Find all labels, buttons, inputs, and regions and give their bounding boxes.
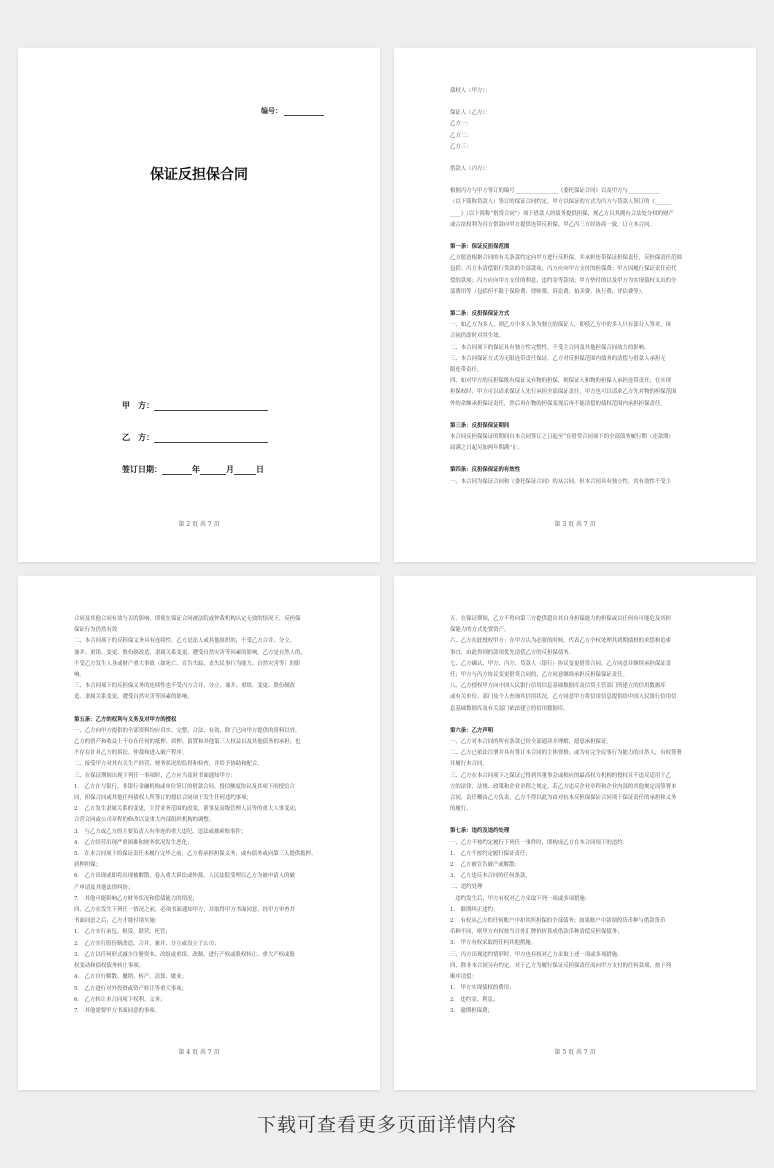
text-line: 同，担保合同或其他任何债权人所签订的授信合同项下发生任何违约事项；: [74, 795, 252, 802]
text-line: 二、本合同项下的保证具有独立性完整性，不受主合同及其他担保合同效力的影响。: [450, 344, 650, 351]
sign-date-label: 签订日期：: [122, 464, 162, 474]
page-4-text: [74, 614, 336, 1017]
text-line: 4. 乙方经营出现严重困难和财务状况发生恶化；: [74, 839, 193, 846]
text-line: 届满之日起另加两年期满”止。: [450, 445, 523, 452]
text-line: 包括：丙方未清偿银行贷款的全部款项；丙方应向甲方支付的担保费；甲方因履行保证责任而代: [450, 266, 677, 273]
year-blank: [162, 465, 192, 475]
text-line: 二、接受甲方对其有关生产经营、财务状况的监督和检查，并给予协助和配合。: [74, 761, 263, 768]
text-line: 乙方的资产和收益上不存在任何的抵押、质押、留置和其他第三人权益以及其他债务的承担；也: [74, 739, 301, 746]
text-line: 乙方一：: [450, 121, 472, 128]
text-line: 造、隶属关系变更、遭受自然灾害等因素的影响。: [74, 694, 193, 701]
text-line: 保证人（乙方）：: [450, 110, 491, 117]
page-5: [394, 576, 756, 1090]
text-line: 乙方愿意根据合同的有关条款约定向甲方进行反担保，并承担连带保证担保责任，反担保责任范围: [450, 255, 682, 262]
text-line: 四、除非本合同另有约定，对于乙方为履行保证反担保责任而向甲方支付的任何款项，按下列: [450, 962, 672, 969]
text-line: （以下简称贷款人）签订的保证合同约定，甲方以保证的方式为丙方与贷款人签订的《______: [450, 199, 672, 206]
text-line: 保证行为仍然有效: [74, 627, 118, 634]
text-line: 二、本合同项下的反担保义务具有连续性。乙方是法人或其他组织的，不受乙方合并、分立、: [74, 638, 296, 645]
text-line: 合同，责任概由乙方负责，乙方不得以此为由对抗本反担保保证合同项下保证责任的承担和义务: [450, 795, 677, 802]
page-3: [394, 48, 756, 562]
text-line: 2. 有权从乙方的任何账户中扣其所担保的全部债务；如果账户中款项的货币种与借款货币: [450, 918, 666, 925]
text-line: 一、乙方不按约定履行下列任一事件时，即构成乙方在本合同项下的违约：: [450, 839, 628, 846]
contract-number-label: 编号：: [261, 106, 282, 115]
section-heading: 第二条：反担保保证方式: [450, 311, 510, 318]
section-heading: 第三条：反担保保证期间: [450, 422, 510, 429]
section-heading: 第五条：乙方的权利与义务及对甲方的授权: [74, 716, 177, 723]
text-line: 息基础数据库及有关部门依法建立的信用数据库。: [450, 705, 569, 712]
text-line: 5. 在本合同项下的保证责任未履行完毕之前，乙方将承担担保义务，或有债务或向第三人提供抵押、: [74, 851, 317, 858]
text-line: 2. 乙方发生隶属关系的变更，主营业务范围的改变，董事及高级管理人员等的重大人事变动，: [74, 806, 301, 813]
text-line: 四、乙方在发生下列任一情况之前，必须书面通知甲方，并取得甲方书面同意，经甲方审查并: [74, 907, 296, 914]
text-line: 三、本合同保证方式为无限连带责任保证。乙方对反担保范围内债务的清偿与借款人承担无: [450, 355, 666, 362]
text-line: 一、如乙方为多人，则乙方中多人各为独立的保证人，即使乙方中的多人只有部分人签章，该: [450, 322, 672, 329]
contract-number-blank: [284, 107, 324, 116]
year-label: 年: [192, 464, 200, 474]
text-line: 三、在保证期间出现下列任一事项时，乙方应当及时书面通知甲方：: [74, 772, 236, 779]
text-line: 不受乙方发生人身或财产重大事故（如死亡、宣告失踪、丧失民事行为能力、自然灾害等）的影: [74, 660, 301, 667]
text-line: 三、乙方在本合同项下之保证已得到其董事会或相应的最高权力机构的授权且不违反适用于乙: [450, 772, 672, 779]
text-line: 2. 乙方实行股份制改造、合并、兼并、分立或设立子公司；: [74, 940, 220, 947]
text-line: 三、本合同项下的反担保义务的连续性也不受丙方合并、分立、兼并、重组、变更、股份制改: [74, 683, 296, 690]
text-line: 合营合同或公司章程的修改以及重大内部组织机构的调整；: [74, 817, 215, 824]
text-line: 2. 乙方被宣告破产或解散；: [450, 862, 520, 869]
text-line: 1. 乙方不按约定履行保证责任；: [450, 850, 531, 857]
text-line: 乙方三：: [450, 143, 472, 150]
text-line: 一、本合同为保证合同和《委托保证合同》的从合同，但本合同具有独立性，其有效性不受主: [450, 478, 672, 485]
text-line: 3. 乙方以任何形式减少注册资本、改组或重组、改制、进行产权或股权转让、重大产权或股: [74, 951, 295, 958]
day-blank: [234, 465, 256, 475]
text-line: 外的余额承担保证责任，然后再在物的担保变现后再不能清偿的债权范围内承担担保责任。: [450, 400, 666, 407]
text-line: 五、在保证期间，乙方不得向第三方提供超出其自身担保能力的担保或以任何有可能危及其担: [450, 616, 672, 622]
text-line: 保能力的方式处置资产。: [450, 627, 510, 634]
text-line: 并履行本合同。: [450, 761, 488, 768]
text-line: 6. 乙方转让本合同项下权利、义务；: [74, 996, 166, 1003]
text-line: 四、如对甲方的反担保既有保证又有物的担保，则保证人和物的担保人承担连带责任；在实现: [450, 378, 672, 385]
text-line: 权变动和债权债务转让事项；: [74, 963, 145, 970]
text-line: 一、乙方对本合同的所有条款已经全部通读并理解，愿意承担保证。: [450, 739, 612, 746]
text-line: 不存在针对乙方的诉讼、仲裁和进入破产程序。: [74, 750, 188, 757]
text-line: 违约发生后，甲方有权对乙方采取下列一项或多项措施：: [450, 895, 591, 902]
contract-number: [261, 106, 324, 116]
text-line: 任；甲方与丙方协议变更借贷合同的，乙方同意继续承担反担保保证责任。: [450, 672, 628, 679]
page-footer: 第 3 页 共 7 页: [554, 521, 596, 528]
text-line: 3. 乙方违反本合同的任何条款。: [450, 873, 531, 880]
text-line: 方的法律、法规、政策和企业章程之规定，若乙方违反企业章程和企业内部的其他规定而签署本: [450, 783, 677, 790]
party-a-field: [122, 400, 268, 411]
text-line: 七、乙方确认，甲方、丙方、贷款人（银行）协议变更借贷合同，乙方同意并继续承担保证责: [450, 660, 672, 667]
page-cover: [18, 48, 380, 562]
section-heading: 第六条：乙方声明: [450, 727, 494, 734]
text-line: ____》（以下简称“借贷合同”）项下借款人的债务提供担保，现乙方以其拥有合法处分权的财产: [450, 210, 674, 217]
text-line: 债权人（甲方）：: [450, 88, 491, 94]
text-line: 兼并、重组、变更、股份制改造、隶属关系变更、遭受自然灾害等因素的影响。乙方是自然人的，: [74, 649, 306, 656]
text-line: 1. 限期纠正违约；: [450, 906, 499, 913]
text-line: 5. 乙方进行对外投资或资产转让等重大事项；: [74, 985, 187, 992]
text-line: 六、乙方在此授权甲方：在甲方认为必要的时候，代表乙方全权处理其到期债权的求偿和追索: [450, 638, 672, 645]
text-line: 书面同意之后，乙方才能付诸实施：: [74, 918, 161, 925]
section-heading: 第七条：违约及违约处理: [450, 828, 510, 835]
text-line: 二、乙方已依法注册并具有签订本合同的主体资格；或为有完全民事行为能力的自然人，有权签署: [450, 750, 682, 757]
download-banner[interactable]: 下载可查看更多页面详情内容: [256, 1114, 517, 1136]
text-line: 3. 与乙方或乙方的主要负责人有牵连的重大违纪、违法或被索赔事件；: [74, 828, 247, 835]
sign-date-field: [122, 464, 264, 475]
text-line: 三、丙方出现违约情形时，甲方也有权对乙方采取上述一项或多项措施。: [450, 951, 623, 958]
text-line: 7. 其他需要甲方书面同意的事项。: [74, 1007, 161, 1014]
text-line: 担保权时，甲方可以请求保证人先行承担全部保证责任，甲方也可以请求乙方先对物的担保范围: [450, 389, 677, 396]
party-b-field: [122, 432, 268, 443]
party-b-label: 乙 方：: [122, 432, 154, 442]
text-line: 合同及其他合同有效与否的影响，即使在保证合同被法院或仲裁机构认定无效的情况下，反担保: [74, 616, 301, 622]
text-line: 事宜，由此得到的款项优先清偿乙方的反担保债务。: [450, 649, 574, 656]
text-line: 币种不同，则甲方有权按当日外汇牌价折算成借款币种清偿反担保债务；: [450, 929, 623, 936]
text-line: 3. 甲方有权采取的任何其他措施。: [450, 940, 537, 947]
page-3-text: [450, 86, 712, 488]
party-b-blank: [154, 433, 268, 443]
text-line: 产申请及其他法律纠纷；: [74, 884, 134, 891]
month-label: 月: [226, 464, 234, 474]
text-line: 2. 违约金、利息；: [450, 996, 499, 1003]
party-a-blank: [154, 401, 268, 411]
text-line: 一、乙方向甲方提供的全部资料均应真实、完整、合法、有效，除了已向甲方提供的资料以外，: [74, 727, 301, 734]
text-line: 借款人（丙方）：: [450, 166, 491, 173]
text-line: 合同仍即时对其生效。: [450, 333, 504, 340]
text-line: 限连带责任。: [450, 367, 483, 374]
text-line: 本合同反担保保证的期间自本合同签订之日起至“在借贷合同项下的全部债务履行期（还款期）: [450, 434, 674, 441]
text-line: 或有关单位、部门及个人查询其信用状况，乙方同意甲方将信用信息提供给中国人民银行信用信: [450, 694, 677, 701]
text-line: 根据丙方与甲方签订的编号________________《委托保证合同》以及甲方与____________: [450, 188, 661, 195]
text-line: 7. 其他可能影响乙方财务状况和偿债能力的情况；: [74, 895, 198, 902]
page-4: [18, 576, 380, 1090]
text-line: 1. 乙方实行承包、租赁、联营、托管；: [74, 929, 171, 936]
text-line: 质押担保；: [74, 862, 101, 869]
day-label: 日: [256, 464, 264, 474]
section-heading: 第四条：反担保保证的有效性: [450, 467, 521, 474]
page-footer: 第 2 页 共 7 页: [178, 521, 220, 528]
section-heading: 第一条：保证反担保范围: [450, 244, 510, 251]
contract-title: 保证反担保合同: [150, 167, 248, 183]
text-line: 1. 乙方在与银行、非银行金融机构或单位签订的借款合同、授信额度协议及其项下的授信合: [74, 783, 295, 790]
page-footer: 第 4 页 共 7 页: [178, 1049, 220, 1056]
text-line: 响。: [74, 672, 85, 679]
text-line: 1. 甲方实现债权的费用；: [450, 985, 515, 992]
text-line: 八、乙方授权甲方向中国人民银行信用信息基础数据库及信贷主管部门所建立的信用数据库: [450, 683, 666, 690]
text-line: 或合法权利为丙方借款向甲方提供连带反担保。甲乙丙三方经协商一致，订立本合同。: [450, 221, 655, 228]
text-line: 的履行。: [450, 806, 472, 813]
month-blank: [200, 465, 226, 475]
text-line: 部费用等（包括但不限于保险费、律师费、诉讼费、拍卖费、执行费、评估费等）。: [450, 288, 647, 295]
page-footer: 第 5 页 共 7 页: [554, 1049, 596, 1056]
text-line: 4. 乙方自行解散、撤销、转产、清算、歇业；: [74, 974, 187, 981]
text-line: 6. 乙方出现或即将出现被解散、卷入重大诉讼或仲裁、人民法院受理以乙方为被申请人的破: [74, 873, 295, 880]
party-a-label: 甲 方：: [122, 400, 154, 410]
text-line: 二、违约处理: [450, 884, 483, 891]
text-line: 偿的款项；丙方应向甲方支付的利息、违约金等款项；甲方垫付的以及甲方为实现债权支出的全: [450, 277, 677, 284]
text-line: 乙方二：: [450, 132, 472, 139]
text-line: 3. 逾期担保费；: [450, 1007, 493, 1014]
page-5-text: [450, 614, 712, 1017]
text-line: 顺序清偿：: [450, 974, 477, 981]
